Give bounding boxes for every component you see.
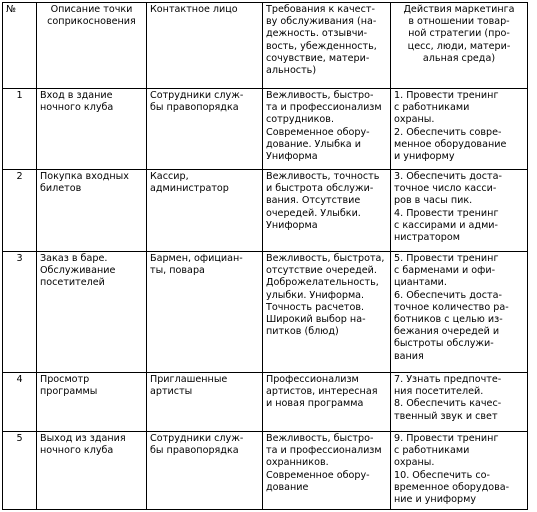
row-number: 4 <box>3 373 37 432</box>
actions-cell: 7. Узнать предпочте- ния посетителей. 8. Обеспечить качес- твенный звук и свет <box>391 373 528 432</box>
requirements-cell: Профессионализм артистов, интересная и новая программа <box>263 373 391 432</box>
header-marketing-actions: Действия маркетинга в отношении товар- ной стратегии (про- цесс, люди, матери- альная среда) <box>391 3 528 89</box>
actions-cell: 3. Обеспечить доста- точное число касси- ров в часы пик. 4. Провести тренинг с кассирами и адми- нистратором <box>391 170 528 252</box>
touchpoint-cell: Выход из здания ночного клуба <box>37 432 147 510</box>
requirements-cell: Вежливость, быстрота, отсутствие очередей. Доброжелательность, улыбки. Униформа. Точность расчетов. Широкий выбор на- питков (блюд) <box>263 252 391 373</box>
contact-cell: Кассир, администратор <box>147 170 263 252</box>
header-row <box>3 3 528 89</box>
requirements-cell: Вежливость, точность и быстрота обслужи- вания. Отсутствие очередей. Улыбки. Униформа <box>263 170 391 252</box>
touchpoint-cell: Покупка входных билетов <box>37 170 147 252</box>
header-number: № <box>3 3 37 89</box>
touchpoint-cell: Просмотр программы <box>37 373 147 432</box>
row-number: 3 <box>3 252 37 373</box>
table-row <box>3 432 528 510</box>
header-touchpoint: Описание точки соприкосновения <box>37 3 147 89</box>
touchpoint-cell: Заказ в баре. Обслуживание посетителей <box>37 252 147 373</box>
header-contact-person: Контактное лицо <box>147 3 263 89</box>
contact-cell: Сотрудники служ- бы правопорядка <box>147 432 263 510</box>
table-row <box>3 252 528 373</box>
table-row <box>3 89 528 170</box>
actions-cell: 9. Провести тренинг с работниками охраны. 10. Обеспечить со- временное оборудова- ние и униформу <box>391 432 528 510</box>
actions-cell: 1. Провести тренинг с работниками охраны. 2. Обеспечить совре- менное оборудование и униформу <box>391 89 528 170</box>
contact-cell: Приглашенные артисты <box>147 373 263 432</box>
row-number: 5 <box>3 432 37 510</box>
contact-cell: Сотрудники служ- бы правопорядка <box>147 89 263 170</box>
row-number: 2 <box>3 170 37 252</box>
header-service-requirements: Требования к качест- ву обслуживания (на- дежность. отзывчи- вость, убежденность, сочувствие, матери- альность) <box>263 3 391 89</box>
service-blueprint-table <box>2 2 528 510</box>
row-number: 1 <box>3 89 37 170</box>
requirements-cell: Вежливость, быстро- та и профессионализм сотрудников. Современное обору- дование. Улыбка и Униформа <box>263 89 391 170</box>
requirements-cell: Вежливость, быстро- та и профессионализм охранников. Современное обору- дование <box>263 432 391 510</box>
table-row <box>3 170 528 252</box>
actions-cell: 5. Провести тренинг с барменами и офи- циантами. 6. Обеспечить доста- точное количество ра- ботников с целью из- бежания очередей и быстроты обслужи- вания <box>391 252 528 373</box>
touchpoint-cell: Вход в здание ночного клуба <box>37 89 147 170</box>
contact-cell: Бармен, официан- ты, повара <box>147 252 263 373</box>
table-row <box>3 373 528 432</box>
